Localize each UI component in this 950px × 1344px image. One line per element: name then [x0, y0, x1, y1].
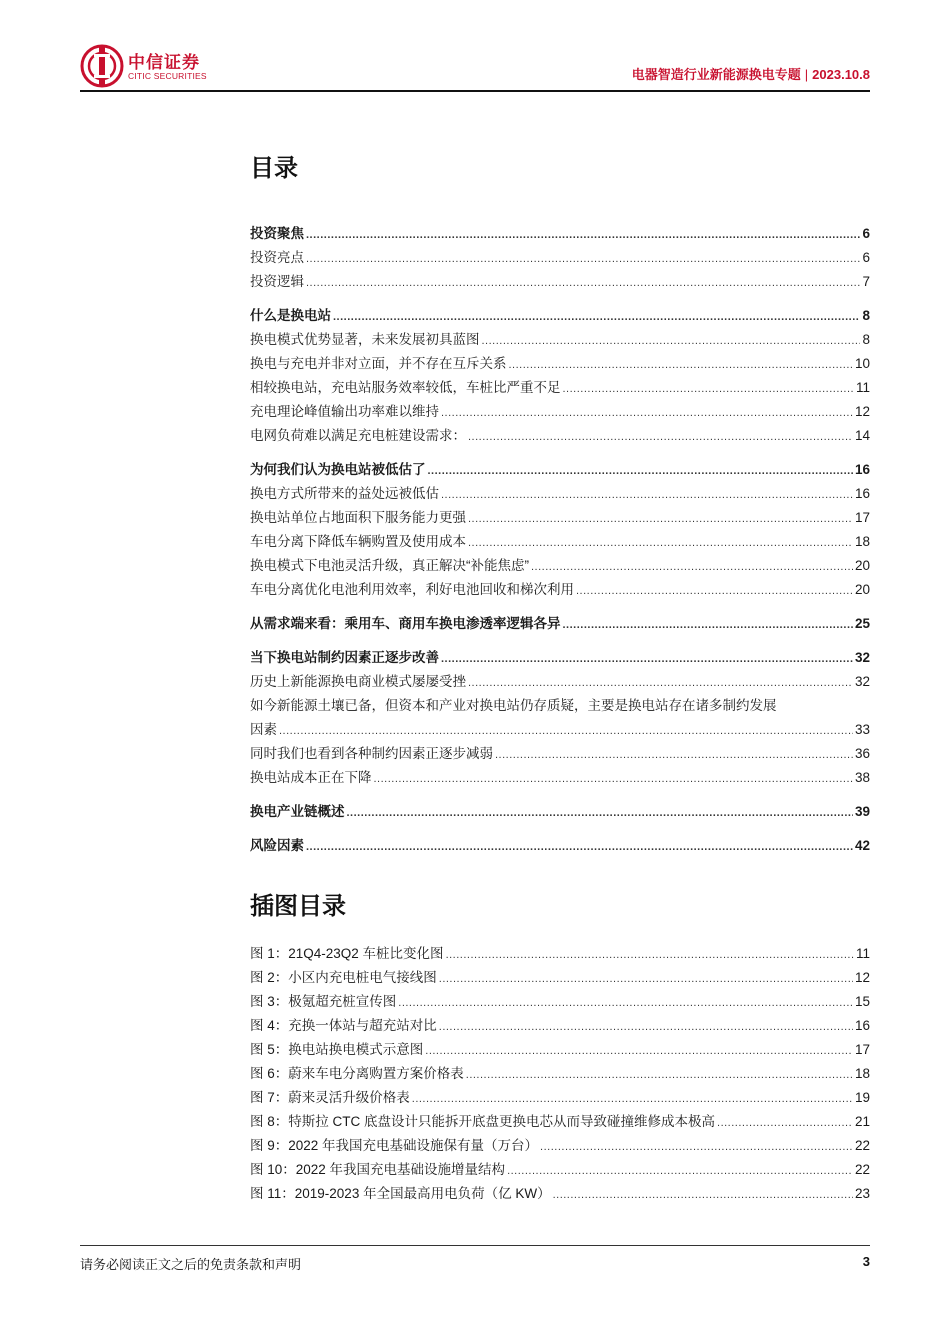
toc-leader-dots	[482, 328, 861, 353]
figure-entry-label: 图 2：小区内充电桩电气接线图	[250, 970, 437, 985]
page-number: 3	[862, 1254, 870, 1269]
logo-text-cn: 中信证券	[128, 53, 200, 72]
toc-chapter-entry[interactable]	[250, 800, 870, 824]
toc-section-entry[interactable]	[250, 328, 870, 352]
toc-entry-page: 8	[862, 332, 870, 347]
toc-section-entry[interactable]	[250, 670, 870, 694]
toc-leader-dots	[441, 482, 853, 507]
toc-entry-page: 25	[854, 616, 870, 631]
report-title-text: 电器智造行业新能源换电专题	[631, 67, 801, 82]
figure-entry[interactable]	[250, 1014, 870, 1038]
toc-leader-dots	[306, 834, 853, 859]
figure-leader-dots	[398, 990, 853, 1015]
report-date: 2023.10.8	[812, 67, 870, 82]
figure-leader-dots	[553, 1182, 853, 1207]
footer-divider	[80, 1245, 870, 1246]
figure-entry-page: 16	[854, 1018, 870, 1033]
figure-entry-label: 图 3：极氪超充桩宣传图	[250, 994, 397, 1009]
toc-entry-label: 投资逻辑	[250, 274, 304, 289]
figure-leader-dots	[540, 1134, 853, 1159]
figure-entry[interactable]	[250, 990, 870, 1014]
toc-entry-page: 32	[854, 674, 870, 689]
toc-entry-label: 投资聚焦	[250, 226, 304, 241]
toc-entry-page: 7	[862, 274, 870, 289]
toc-entry-label: 换电站成本正在下降	[250, 770, 372, 785]
figure-entry-page: 19	[854, 1090, 870, 1105]
toc-entry-page: 33	[854, 722, 870, 737]
toc-entry-label: 因素	[250, 722, 277, 737]
figure-entry-label: 图 11：2019-2023 年全国最高用电负荷（亿 KW）	[250, 1186, 551, 1201]
toc-leader-dots	[495, 742, 853, 767]
toc-entry-label: 电网负荷难以满足充电桩建设需求：	[250, 428, 466, 443]
toc-entry-label: 什么是换电站	[250, 308, 331, 323]
toc-entry-page: 6	[862, 226, 870, 241]
toc-leader-dots	[563, 376, 854, 401]
figure-leader-dots	[439, 966, 853, 991]
toc-entry-label: 换电站单位占地面积下服务能力更强	[250, 510, 466, 525]
toc-leader-dots	[428, 458, 853, 483]
toc-section-entry[interactable]	[250, 554, 870, 578]
toc-entry-label: 换电产业链概述	[250, 804, 345, 819]
header-divider	[80, 90, 870, 92]
figure-entry-page: 17	[854, 1042, 870, 1057]
toc-section-entry[interactable]	[250, 506, 870, 530]
toc-leader-dots	[441, 400, 853, 425]
figure-entry-label: 图 10：2022 年我国充电基础设施增量结构	[250, 1162, 506, 1177]
figure-leader-dots	[466, 1062, 853, 1087]
figure-entry-label: 图 4：充换一体站与超充站对比	[250, 1018, 437, 1033]
figure-entry[interactable]	[250, 1110, 870, 1134]
toc-entry-label: 换电方式所带来的益处远被低估	[250, 486, 439, 501]
toc-entry-page: 8	[862, 308, 870, 323]
figure-entry-label: 图 5：换电站换电模式示意图	[250, 1042, 424, 1057]
toc-entry-page: 20	[854, 558, 870, 573]
toc-leader-dots	[347, 800, 853, 825]
figure-entry-label: 图 9：2022 年我国充电基础设施保有量（万台）	[250, 1138, 539, 1153]
toc-leader-dots	[563, 612, 853, 637]
toc-leader-dots	[576, 578, 853, 603]
toc-entry-label: 当下换电站制约因素正逐步改善	[250, 650, 439, 665]
toc-section-entry[interactable]	[250, 530, 870, 554]
figure-entry-page: 22	[854, 1138, 870, 1153]
toc-section-entry[interactable]	[250, 742, 870, 766]
toc-entry-label: 换电模式下电池灵活升级，真正解决“补能焦虑”	[250, 558, 529, 573]
toc-entry-label: 从需求端来看：乘用车、商用车换电渗透率逻辑各异	[250, 616, 561, 631]
toc-section-entry[interactable]	[250, 352, 870, 376]
logo-text-en: CITIC SECURITIES	[128, 71, 207, 81]
toc-section-entry[interactable]	[250, 482, 870, 506]
toc-section-entry[interactable]	[250, 766, 870, 790]
toc-entry-label: 车电分离下降低车辆购置及使用成本	[250, 534, 466, 549]
toc-leader-dots	[468, 530, 853, 555]
toc-entry-page: 36	[854, 746, 870, 761]
toc-leader-dots	[306, 246, 860, 271]
figure-entry[interactable]	[250, 1182, 870, 1206]
toc-entry-label: 为何我们认为换电站被低估了	[250, 462, 426, 477]
citic-logo-icon	[80, 44, 124, 88]
toc-entry-label: 换电模式优势显著，未来发展初具蓝图	[250, 332, 480, 347]
toc-section-entry[interactable]	[250, 578, 870, 602]
toc-entry-page: 16	[854, 462, 870, 477]
toc-entry-label: 同时我们也看到各种制约因素正逐步减弱	[250, 746, 493, 761]
figure-entry-label: 图 8：特斯拉 CTC 底盘设计只能拆开底盘更换电芯从而导致碰撞维修成本极高	[250, 1114, 716, 1129]
toc-entry-page: 14	[854, 428, 870, 443]
figure-leader-dots	[507, 1158, 853, 1183]
toc-entry-page: 12	[854, 404, 870, 419]
figure-leader-dots	[446, 942, 854, 967]
toc-entry-page: 17	[854, 510, 870, 525]
figure-entry-page: 18	[854, 1066, 870, 1081]
figure-entry-label: 图 6：蔚来车电分离购置方案价格表	[250, 1066, 464, 1081]
title-separator: |	[804, 67, 809, 82]
figure-entry-label: 图 1：21Q4-23Q2 车桩比变化图	[250, 946, 444, 961]
figure-entry[interactable]	[250, 966, 870, 990]
toc-section-entry[interactable]	[250, 246, 870, 270]
figure-entry[interactable]	[250, 1038, 870, 1062]
figures-title: 插图目录	[250, 893, 346, 920]
figure-entry-page: 22	[854, 1162, 870, 1177]
toc-entry-page: 18	[854, 534, 870, 549]
toc-entry-page: 20	[854, 582, 870, 597]
toc-entry-page: 16	[854, 486, 870, 501]
footer-disclaimer: 请务必阅读正文之后的免责条款和声明	[80, 1257, 302, 1272]
toc-chapter-entry[interactable]	[250, 222, 870, 246]
toc-section-entry[interactable]	[250, 400, 870, 424]
toc-leader-dots	[306, 270, 860, 295]
figure-entry[interactable]	[250, 942, 870, 966]
toc-leader-dots	[468, 506, 853, 531]
toc-entry-label: 相较换电站，充电站服务效率较低，车桩比严重不足	[250, 380, 561, 395]
toc-leader-dots	[279, 718, 853, 743]
toc-entry-label: 充电理论峰值输出功率难以维持	[250, 404, 439, 419]
page-header	[80, 44, 870, 90]
toc-entry-label: 换电与充电并非对立面，并不存在互斥关系	[250, 356, 507, 371]
figure-entry-page: 11	[855, 946, 870, 961]
toc-leader-dots	[306, 222, 860, 247]
toc-entry-page: 6	[862, 250, 870, 265]
figure-entry-label: 图 7：蔚来灵活升级价格表	[250, 1090, 410, 1105]
toc-section-entry[interactable]	[250, 718, 870, 742]
toc-leader-dots	[468, 424, 853, 449]
figure-entry[interactable]	[250, 1158, 870, 1182]
toc-chapter-entry[interactable]	[250, 458, 870, 482]
toc-chapter-entry[interactable]	[250, 304, 870, 328]
toc-section-entry[interactable]	[250, 270, 870, 294]
toc-chapter-entry[interactable]	[250, 612, 870, 636]
toc-leader-dots	[374, 766, 853, 791]
toc-entry-page: 42	[854, 838, 870, 853]
figure-entry-page: 21	[854, 1114, 870, 1129]
figure-leader-dots	[717, 1110, 853, 1135]
toc-leader-dots	[441, 646, 853, 671]
figure-leader-dots	[412, 1086, 853, 1111]
figure-entry-page: 15	[854, 994, 870, 1009]
toc-entry-page: 11	[855, 380, 870, 395]
toc-entry-page: 38	[854, 770, 870, 785]
toc-chapter-entry[interactable]	[250, 646, 870, 670]
toc-entry-line[interactable]: 如今新能源土壤已备，但资本和产业对换电站仍存质疑，主要是换电站存在诸多制约发展	[250, 698, 777, 713]
toc-leader-dots	[509, 352, 853, 377]
toc-entry-label: 投资亮点	[250, 250, 304, 265]
figure-leader-dots	[439, 1014, 853, 1039]
figures-list	[250, 942, 870, 1206]
toc-list	[250, 222, 870, 858]
figure-entry[interactable]	[250, 1086, 870, 1110]
figure-entry-page: 12	[854, 970, 870, 985]
toc-section-entry[interactable]	[250, 376, 870, 400]
toc-entry-page: 39	[854, 804, 870, 819]
toc-entry-page: 10	[854, 356, 870, 371]
toc-entry-page: 32	[854, 650, 870, 665]
toc-entry-label: 风险因素	[250, 838, 304, 853]
figure-entry[interactable]	[250, 1062, 870, 1086]
report-title	[632, 64, 870, 83]
toc-entry-label: 车电分离优化电池利用效率，利好电池回收和梯次利用	[250, 582, 574, 597]
toc-entry-label: 历史上新能源换电商业模式屡屡受挫	[250, 674, 466, 689]
figure-entry[interactable]	[250, 1134, 870, 1158]
figure-leader-dots	[425, 1038, 853, 1063]
figure-entry-page: 23	[854, 1186, 870, 1201]
toc-chapter-entry[interactable]	[250, 834, 870, 858]
toc-leader-dots	[468, 670, 853, 695]
toc-section-entry[interactable]	[250, 424, 870, 448]
toc-leader-dots	[531, 554, 853, 579]
toc-title: 目录	[250, 155, 298, 182]
toc-leader-dots	[333, 304, 860, 329]
